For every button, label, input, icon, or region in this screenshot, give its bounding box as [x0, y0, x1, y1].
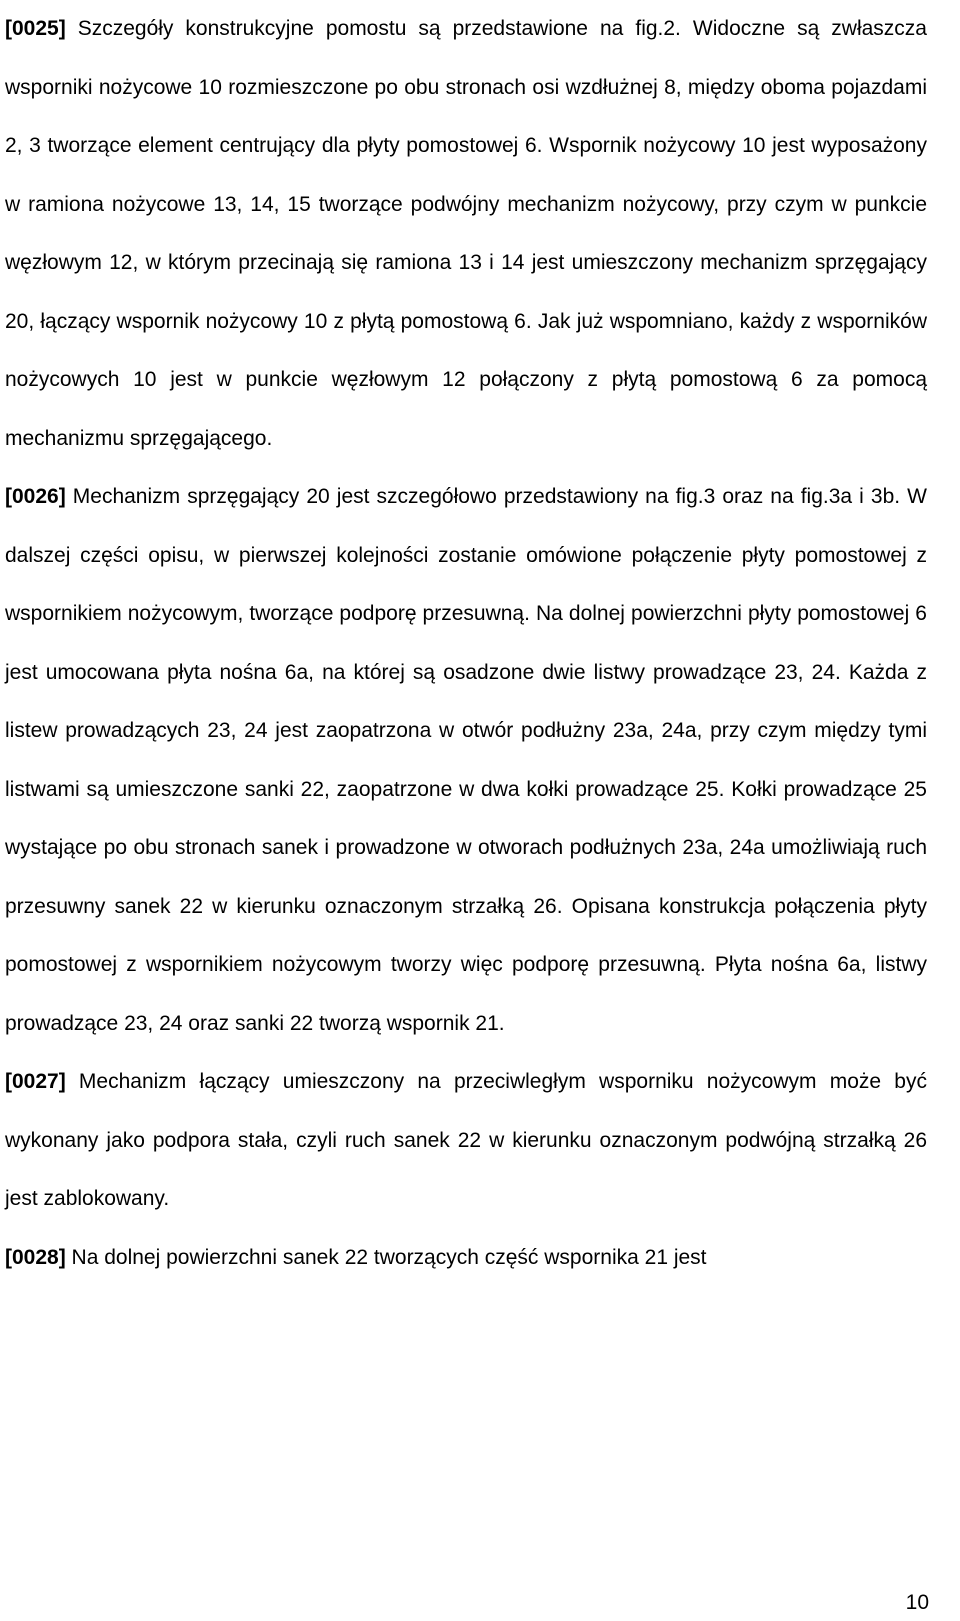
paragraph-text: Na dolnej powierzchni sanek 22 tworzących część wspornika 21 jest [65, 1245, 707, 1269]
paragraph-0027 [5, 1053, 927, 1229]
paragraph-0025 [5, 0, 927, 468]
paragraph-text: Mechanizm sprzęgający 20 jest szczegółowo przedstawiony na fig.3 oraz na fig.3a i 3b. W dalszej części opisu, w pierwszej kolejności zostanie omówione połączenie płyty pomostowej z wspornikiem nożycowym, tworzące podporę przesuwną. Na dolnej powierzchni płyty pomostowej 6 jest umocowana płyta nośna 6a, na której są osadzone dwie listwy prowadzące 23, 24. Każda z listew prowadzących 23, 24 jest zaopatrzona w otwór podłużny 23a, 24a, przy czym między tymi listwami są umieszczone sanki 22, zaopatrzone w dwa kołki prowadzące 25. Kołki prowadzące 25 wystające po obu stronach sanek i prowadzone w otworach podłużnych 23a, 24a umożliwiają ruch przesuwny sanek 22 w kierunku oznaczonym strzałką 26. Opisana konstrukcja połączenia płyty pomostowej z wspornikiem nożycowym tworzy więc podporę przesuwną. Płyta nośna 6a, listwy prowadzące 23, 24 oraz sanki 22 tworzą wspornik 21. [5, 485, 927, 1035]
paragraph-number: [0026] [5, 485, 66, 508]
paragraph-number: [0025] [5, 17, 66, 40]
document-page [5, 0, 927, 1287]
paragraph-text: Szczegóły konstrukcyjne pomostu są przedstawione na fig.2. Widoczne są zwłaszcza wsporniki nożycowe 10 rozmieszczone po obu stronach osi wzdłużnej 8, między oboma pojazdami 2, 3 tworzące element centrujący dla płyty pomostowej 6. Wspornik nożycowy 10 jest wyposażony w ramiona nożycowe 13, 14, 15 tworzące podwójny mechanizm nożycowy, przy czym w punkcie węzłowym 12, w którym przecinają się ramiona 13 i 14 jest umieszczony mechanizm sprzęgający 20, łączący wspornik nożycowy 10 z płytą pomostową 6. Jak już wspomniano, każdy z wsporników nożycowych 10 jest w punkcie węzłowym 12 połączony z płytą pomostową 6 za pomocą mechanizmu sprzęgającego. [5, 17, 927, 450]
paragraph-text: Mechanizm łączący umieszczony na przeciwległym wsporniku nożycowym może być wykonany jako podpora stała, czyli ruch sanek 22 w kierunku oznaczonym podwójną strzałką 26 jest zablokowany. [5, 1070, 927, 1210]
paragraph-number: [0028] [5, 1245, 66, 1269]
paragraph-0028 [5, 1229, 927, 1288]
paragraph-number: [0027] [5, 1070, 66, 1093]
page-number: 10 [905, 1591, 929, 1614]
paragraph-0026 [5, 468, 927, 1053]
